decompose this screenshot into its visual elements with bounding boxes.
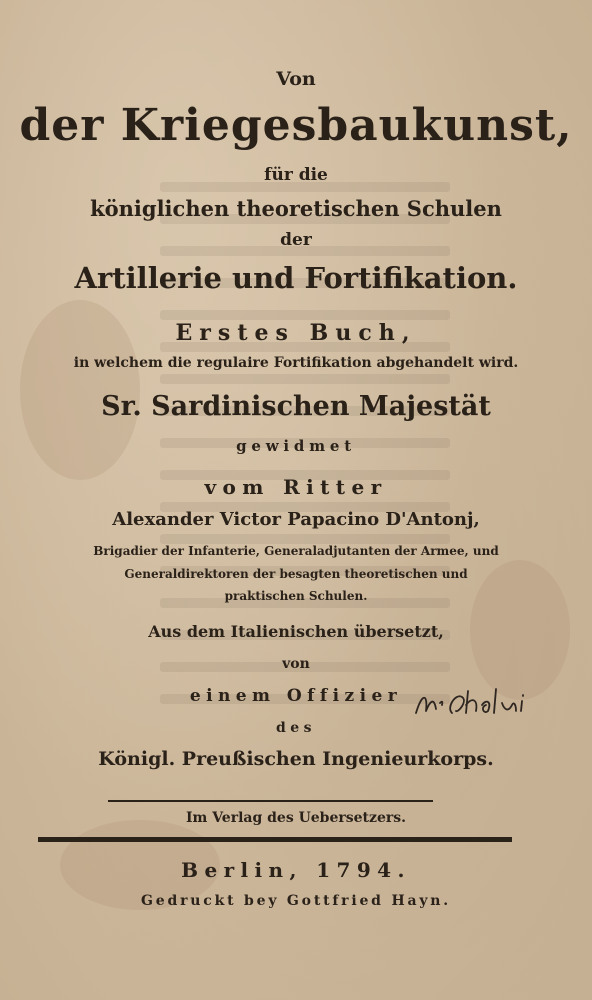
translator-corps: Königl. Preußischen Ingenieurkorps. <box>98 748 494 770</box>
author-title-2: Generaldirektoren der besagten theoretischen und <box>124 567 468 581</box>
book-number: Erstes Buch, <box>175 320 417 346</box>
translator-des: des <box>275 720 317 736</box>
dedication-gewidmet: gewidmet <box>236 437 356 455</box>
subtitle-schools: königlichen theoretischen Schulen <box>90 196 502 221</box>
author-title-3: praktischen Schulen. <box>224 589 368 603</box>
author-title-1: Brigadier der Infanterie, Generaladjutanten der Armee, und <box>93 544 499 558</box>
thin-divider <box>108 800 433 802</box>
translator-officer: einem Offizier <box>189 686 403 706</box>
imprint-printer: Gedruckt bey Gottfried Hayn. <box>141 893 451 909</box>
imprint-place-year: Berlin, 1794. <box>181 858 411 882</box>
title-line-der: der <box>280 230 312 250</box>
handwritten-signature <box>412 683 542 723</box>
dedication-majesty: Sr. Sardinischen Majestät <box>101 391 491 422</box>
author-prefix: vom Ritter <box>204 475 388 499</box>
main-title: der Kriegesbaukunst, <box>19 100 573 151</box>
translator-von: von <box>282 656 310 672</box>
author-name: Alexander Victor Papacino D'Antonj, <box>112 509 480 530</box>
publisher-note: Im Verlag des Uebersetzers. <box>185 810 407 826</box>
title-line-fuer-die: für die <box>264 165 328 185</box>
thick-divider <box>38 837 512 842</box>
translation-note: Aus dem Italienischen übersetzt, <box>148 622 444 641</box>
title-line-von: Von <box>276 68 316 90</box>
subtitle-artillery: Artillerie und Fortifikation. <box>74 261 518 295</box>
book-description: in welchem die regulaire Fortifikation abgehandelt wird. <box>73 355 519 371</box>
